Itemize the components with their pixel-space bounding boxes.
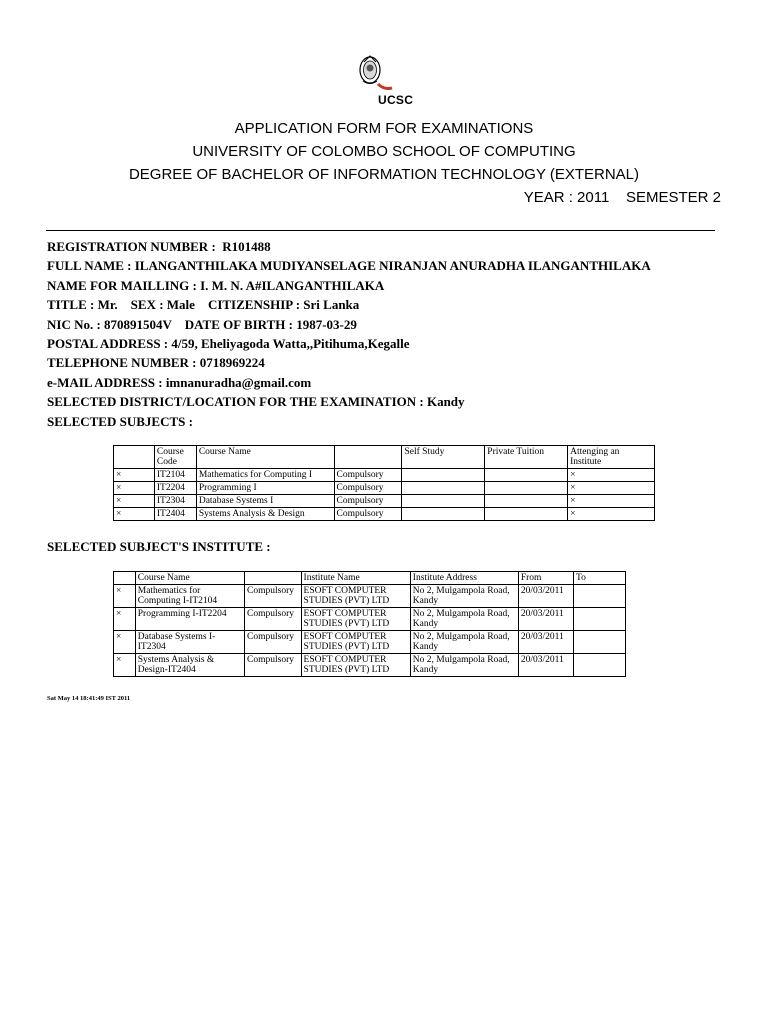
postal-address: POSTAL ADDRESS : 4/59, Eheliyagoda Watta,,Pitihuma,Kegalle — [47, 335, 410, 351]
course-type: Compulsory — [245, 654, 302, 677]
degree-name: DEGREE OF BACHELOR OF INFORMATION TECHNOLOGY (EXTERNAL) — [128, 166, 640, 183]
institute-name: ESOFT COMPUTER STUDIES (PVT) LTD — [301, 631, 410, 654]
table-row — [114, 469, 655, 482]
institute-name: ESOFT COMPUTER STUDIES (PVT) LTD — [301, 654, 410, 677]
course-name: Database Systems I — [196, 495, 334, 508]
from-date: 20/03/2011 — [518, 654, 573, 677]
selected-mark: × — [114, 631, 136, 654]
header-cell — [114, 572, 136, 585]
selected-mark: × — [114, 654, 136, 677]
course-name: Systems Analysis & Design — [196, 508, 334, 521]
course-type: Compulsory — [245, 585, 302, 608]
to-date — [574, 654, 626, 677]
selected-mark: × — [114, 482, 155, 495]
from-date: 20/03/2011 — [518, 631, 573, 654]
course-type: Compulsory — [334, 495, 402, 508]
table-row — [114, 608, 626, 631]
telephone-number: TELEPHONE NUMBER : 0718969224 — [47, 355, 265, 371]
course-name: Programming I — [196, 482, 334, 495]
institute-table — [113, 571, 626, 677]
header-cell — [334, 446, 402, 469]
institute-name: ESOFT COMPUTER STUDIES (PVT) LTD — [301, 608, 410, 631]
subjects-table — [113, 445, 655, 521]
institute-cell: × — [568, 495, 655, 508]
course-code: IT2304 — [154, 495, 196, 508]
title-sex-citizenship: TITLE : Mr. SEX : Male CITIZENSHIP : Sri Lanka — [47, 297, 360, 313]
header-cell: Course Name — [196, 446, 334, 469]
institute-cell: × — [568, 482, 655, 495]
institute-address: No 2, Mulgampola Road, Kandy — [410, 585, 518, 608]
table-row — [114, 585, 626, 608]
generated-timestamp: Sat May 14 18:41:49 IST 2011 — [47, 695, 131, 702]
course-name: Programming I-IT2204 — [135, 608, 244, 631]
table-row — [114, 482, 655, 495]
table-row — [114, 508, 655, 521]
selected-mark: × — [114, 585, 136, 608]
university-name: UNIVERSITY OF COLOMBO SCHOOL OF COMPUTING — [192, 143, 576, 160]
header-cell: Private Tuition — [485, 446, 568, 469]
header-cell: To — [574, 572, 626, 585]
selected-mark: × — [114, 469, 155, 482]
institute-name: ESOFT COMPUTER STUDIES (PVT) LTD — [301, 585, 410, 608]
header-cell: Institute Name — [301, 572, 410, 585]
selected-mark: × — [114, 608, 136, 631]
private-tuition-cell — [485, 469, 568, 482]
applicant-info — [47, 237, 651, 431]
header-cell: Course Name — [135, 572, 244, 585]
nic-dob: NIC No. : 870891504V DATE OF BIRTH : 1987-03-29 — [47, 316, 357, 332]
to-date — [574, 631, 626, 654]
selected-mark: × — [114, 508, 155, 521]
course-name: Mathematics for Computing I — [196, 469, 334, 482]
form-title: APPLICATION FORM FOR EXAMINATIONS — [234, 120, 534, 137]
private-tuition-cell — [485, 508, 568, 521]
course-type: Compulsory — [245, 631, 302, 654]
to-date — [574, 585, 626, 608]
from-date: 20/03/2011 — [518, 608, 573, 631]
institute-cell: × — [568, 508, 655, 521]
exam-district: SELECTED DISTRICT/LOCATION FOR THE EXAMINATION : Kandy — [47, 394, 465, 410]
course-type: Compulsory — [334, 482, 402, 495]
self-study-cell — [402, 469, 485, 482]
year-semester: YEAR : 2011 SEMESTER 2 — [523, 189, 721, 206]
logo-text: UCSC — [378, 93, 414, 107]
selected-mark: × — [114, 495, 155, 508]
selected-subjects-heading: SELECTED SUBJECTS : — [47, 413, 193, 429]
institute-address: No 2, Mulgampola Road, Kandy — [410, 654, 518, 677]
table-row — [114, 654, 626, 677]
mailing-name: NAME FOR MAILLING : I. M. N. A#ILANGANTHILAKA — [47, 277, 385, 293]
header-cell — [245, 572, 302, 585]
self-study-cell — [402, 508, 485, 521]
to-date — [574, 608, 626, 631]
self-study-cell — [402, 482, 485, 495]
course-type: Compulsory — [334, 508, 402, 521]
institute-address: No 2, Mulgampola Road, Kandy — [410, 631, 518, 654]
divider — [46, 230, 715, 231]
table-row — [114, 495, 655, 508]
private-tuition-cell — [485, 495, 568, 508]
header-cell: Self Study — [402, 446, 485, 469]
table-row — [114, 631, 626, 654]
ucsc-crest-icon — [354, 50, 394, 92]
from-date: 20/03/2011 — [518, 585, 573, 608]
selected-institute-heading: SELECTED SUBJECT'S INSTITUTE : — [47, 539, 271, 554]
self-study-cell — [402, 495, 485, 508]
course-name: Systems Analysis & Design-IT2404 — [135, 654, 244, 677]
table-header-row — [114, 572, 626, 585]
course-name: Database Systems I-IT2304 — [135, 631, 244, 654]
full-name: FULL NAME : ILANGANTHILAKA MUDIYANSELAGE NIRANJAN ANURADHA ILANGANTHILAKA — [47, 258, 651, 274]
header-cell: Institute Address — [410, 572, 518, 585]
header-cell — [114, 446, 155, 469]
ucsc-logo — [352, 48, 414, 112]
institute-address: No 2, Mulgampola Road, Kandy — [410, 608, 518, 631]
private-tuition-cell — [485, 482, 568, 495]
course-code: IT2104 — [154, 469, 196, 482]
course-name: Mathematics for Computing I-IT2104 — [135, 585, 244, 608]
course-code: IT2204 — [154, 482, 196, 495]
header-cell: Attenging an Institute — [568, 446, 655, 469]
course-type: Compulsory — [334, 469, 402, 482]
course-type: Compulsory — [245, 608, 302, 631]
table-header-row — [114, 446, 655, 469]
registration-number: REGISTRATION NUMBER : R101488 — [47, 239, 271, 254]
header-cell: Course Code — [154, 446, 196, 469]
institute-cell: × — [568, 469, 655, 482]
email-address: e-MAIL ADDRESS : imnanuradha@gmail.com — [47, 374, 312, 390]
header-cell: From — [518, 572, 573, 585]
course-code: IT2404 — [154, 508, 196, 521]
